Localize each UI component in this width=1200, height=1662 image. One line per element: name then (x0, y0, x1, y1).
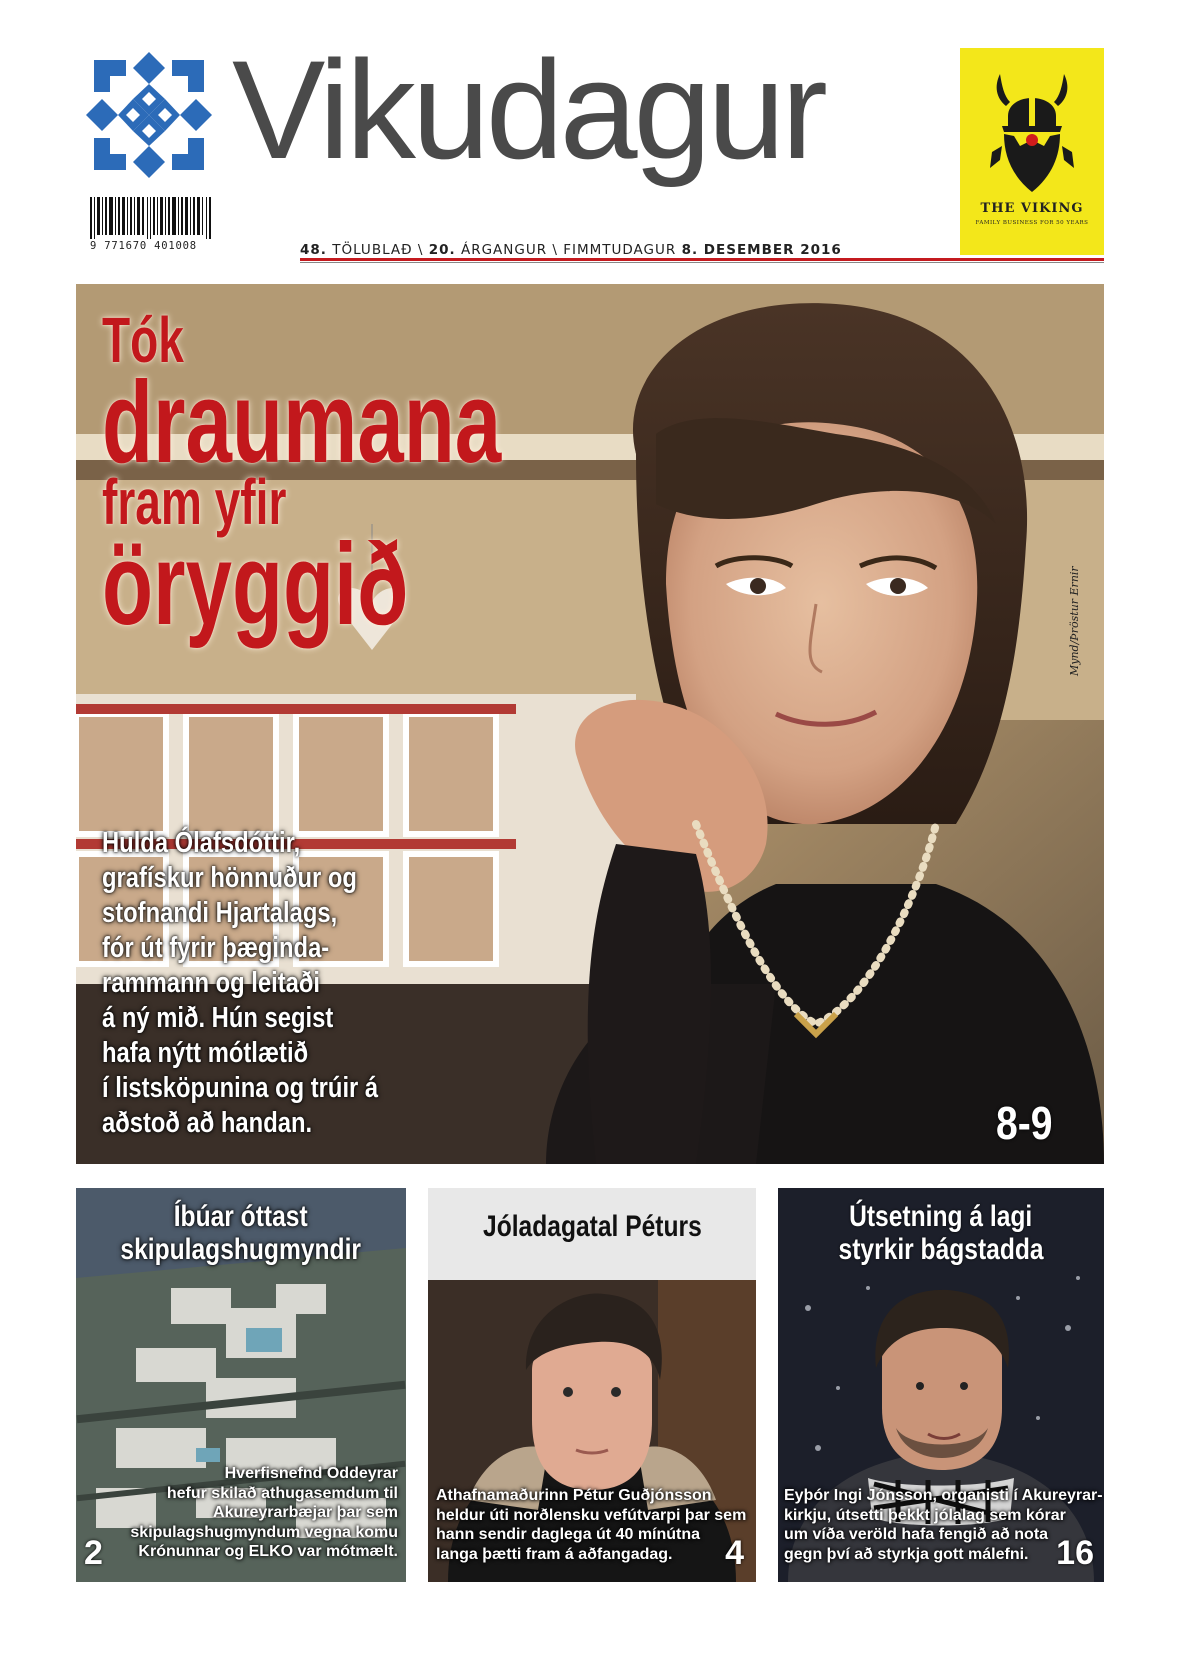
issue-date: 8. DESEMBER 2016 (681, 242, 842, 258)
masthead-rule-thin (300, 262, 1104, 263)
ad-tagline: FAMILY BUSINESS FOR 50 YEARS (975, 220, 1089, 226)
masthead-rule (300, 258, 1104, 261)
photo-credit: Mynd/Þröstur Ernir (1068, 566, 1081, 676)
issue-argangur: ÁRGANGUR \ FIMMTUDAGUR (455, 242, 682, 258)
caption-line: langa þætti fram á aðfangadag. (436, 1545, 673, 1563)
issue-year: 20. (428, 242, 456, 258)
headline-line-1: Tók (102, 304, 184, 376)
caption-line: Athafnamaðurinn Pétur Guðjónsson (436, 1487, 712, 1504)
story-box-joladagatal[interactable] (428, 1188, 756, 1582)
issue-line (300, 242, 842, 258)
caption-line: Eyþór Ingi Jónsson, organisti í Akureyrar- (784, 1487, 1103, 1504)
caption-line: Krónunnar og ELKO var mótmælt. (138, 1543, 398, 1560)
box-title-line: styrkir bágstadda (838, 1233, 1044, 1266)
lead-line: aðstoð að handan. (102, 1107, 313, 1139)
lead-line: hafa nýtt mótlætið (102, 1037, 309, 1069)
story-box-ibuar[interactable] (76, 1188, 406, 1582)
lead-line: fór út fyrir þæginda- (102, 932, 330, 964)
story-box-utsetning[interactable] (778, 1188, 1104, 1582)
box-title-line: Útsetning á lagi (849, 1200, 1033, 1233)
caption-line: Hverfisnefnd Oddeyrar (224, 1465, 398, 1482)
caption-line: kirkju, útsetti þekkt jólalag sem kórar (784, 1506, 1066, 1524)
viking-helmet-icon (972, 56, 1092, 196)
box-title-line: Jóladagatal Péturs (482, 1210, 702, 1243)
viking-advertisement[interactable] (960, 48, 1104, 255)
box-page-number[interactable]: 2 (84, 1534, 103, 1572)
caption-line: um víða veröld hafa fengið að nota (784, 1526, 1049, 1543)
lead-line: rammann og leitaði (102, 967, 321, 999)
caption-line: gegn því að styrkja gott málefni. (784, 1545, 1029, 1563)
star-logo-icon (86, 52, 212, 178)
headline-line-2: draumana (102, 356, 502, 487)
headline-line-4: öryggið (102, 518, 409, 649)
box-title-line: Íbúar óttast (174, 1200, 308, 1233)
box-page-number[interactable]: 4 (725, 1534, 744, 1572)
main-page-number[interactable]: 8-9 (996, 1097, 1053, 1149)
caption-line: hann sendir daglega út 40 mínútna (436, 1526, 701, 1543)
barcode-number: 9 771670 401008 (90, 240, 197, 252)
lead-line: Hulda Ólafsdóttir, (102, 827, 301, 859)
newspaper-title: Vikudagur (232, 31, 824, 188)
barcode-icon (90, 197, 212, 239)
main-lead (102, 826, 432, 1141)
caption-line: hefur skilað athugasemdum til (166, 1484, 398, 1502)
caption-line: skipulagshugmyndum vegna komu (130, 1523, 398, 1541)
lead-line: í listsköpunina og trúir á (102, 1072, 379, 1104)
lead-line: stofnandi Hjartalags, (102, 897, 338, 929)
issue-tolublad: TÖLUBLAÐ \ (326, 242, 429, 258)
box-title-line: skipulagshugmyndir (120, 1233, 362, 1266)
main-headline[interactable] (102, 304, 656, 649)
box-page-number[interactable]: 16 (1056, 1534, 1094, 1572)
headline-line-3: fram yfir (102, 465, 287, 538)
lead-line: á ný mið. Hún segist (102, 1002, 334, 1034)
issue-number: 48. (300, 242, 327, 258)
lead-line: grafískur hönnuður og (102, 862, 357, 894)
ad-brand: THE VIKING (980, 201, 1084, 216)
caption-line: heldur úti norðlensku vefútvarpi þar sem (436, 1506, 747, 1524)
caption-line: Akureyrarbæjar þar sem (213, 1504, 398, 1521)
